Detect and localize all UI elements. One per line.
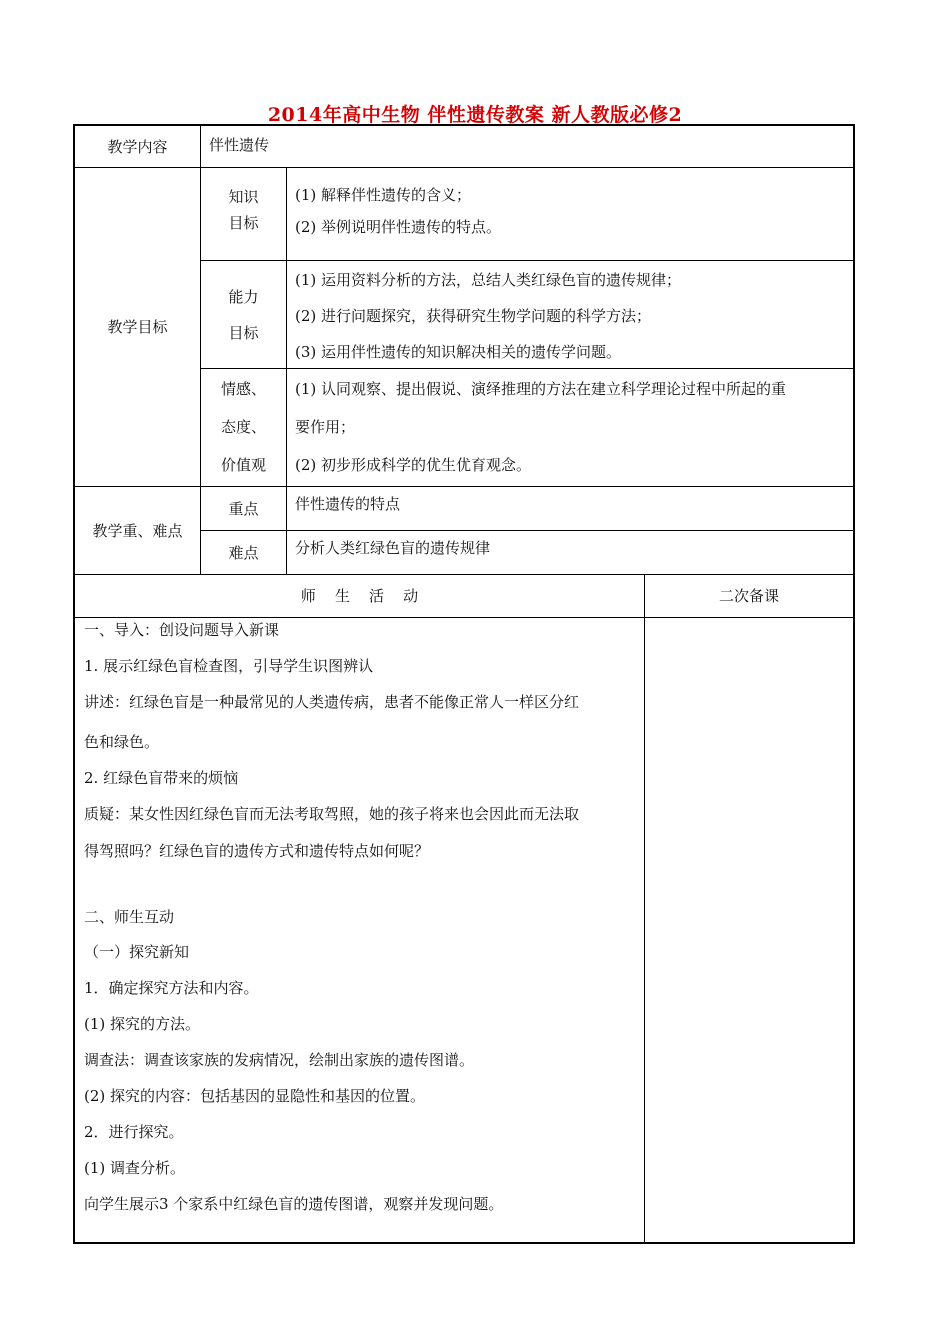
knowledge-goal-item: (1) 解释伴性遗传的含义； bbox=[295, 186, 472, 204]
activity-line: (2) 探究的内容：包括基因的显隐性和基因的位置。 bbox=[84, 1087, 426, 1105]
teaching-content-value: 伴性遗传 bbox=[209, 136, 270, 154]
activity-line: 2. 红绿色盲带来的烦恼 bbox=[84, 769, 239, 787]
document-title: 2014年高中生物 伴性遗传教案 新人教版必修2 bbox=[267, 104, 683, 126]
ability-goal-label-line: 目标 bbox=[228, 324, 259, 342]
activity-line: 得驾照吗？红绿色盲的遗传方式和遗传特点如何呢？ bbox=[84, 842, 430, 860]
emotion-goal-item: 要作用； bbox=[295, 418, 356, 436]
activity-line: 讲述：红绿色盲是一种最常见的人类遗传病，患者不能像正常人一样区分红 bbox=[84, 693, 580, 711]
column-divider bbox=[644, 574, 645, 1242]
lesson-plan-table bbox=[73, 124, 855, 1244]
activity-line: 1．确定探究方法和内容。 bbox=[84, 979, 259, 997]
activity-line: 质疑：某女性因红绿色盲而无法考取驾照，她的孩子将来也会因此而无法取 bbox=[84, 805, 580, 823]
ability-goal-item: (1) 运用资料分析的方法，总结人类红绿色盲的遗传规律； bbox=[295, 271, 682, 289]
difficulty-value: 分析人类红绿色盲的遗传规律 bbox=[295, 539, 491, 557]
notes-header: 二次备课 bbox=[718, 587, 779, 605]
knowledge-goal-label-line: 知识 bbox=[228, 188, 259, 206]
emotion-goal-label-line: 价值观 bbox=[220, 456, 266, 474]
activity-line: 二、师生互动 bbox=[84, 908, 175, 926]
activity-line: (1) 探究的方法。 bbox=[84, 1015, 201, 1033]
activity-line: 1. 展示红绿色盲检查图，引导学生识图辨认 bbox=[84, 657, 374, 675]
ability-goal-label-line: 能力 bbox=[228, 288, 259, 306]
emotion-goal-label-line: 情感、 bbox=[220, 380, 266, 398]
ability-goal-items bbox=[295, 262, 681, 370]
ability-goal-label bbox=[201, 279, 286, 351]
emotion-goal-label-line: 态度、 bbox=[220, 418, 266, 436]
key-point-value: 伴性遗传的特点 bbox=[295, 495, 401, 513]
emotion-goal-items bbox=[295, 370, 786, 484]
emotion-goal-item: (2) 初步形成科学的优生优育观念。 bbox=[295, 456, 532, 474]
row-divider bbox=[75, 617, 853, 618]
activity-line: 调查法：调查该家族的发病情况，绘制出家族的遗传图谱。 bbox=[84, 1051, 475, 1069]
goals-label: 教学目标 bbox=[107, 318, 168, 336]
key-point-label: 重点 bbox=[228, 499, 259, 518]
knowledge-goal-items bbox=[295, 179, 501, 243]
activity-line: 色和绿色。 bbox=[84, 733, 160, 751]
column-divider bbox=[286, 167, 287, 574]
emotion-goal-label bbox=[201, 370, 286, 484]
activity-line: 一、导入：创设问题导入新课 bbox=[84, 621, 280, 639]
row-divider bbox=[200, 260, 853, 261]
knowledge-goal-label-line: 目标 bbox=[228, 214, 259, 232]
difficulty-label: 难点 bbox=[228, 543, 259, 562]
emotion-goal-item: (1) 认同观察、提出假说、演绎推理的方法在建立科学理论过程中所起的重 bbox=[295, 380, 787, 398]
key-points-label: 教学重、难点 bbox=[92, 521, 183, 540]
ability-goal-item: (3) 运用伴性遗传的知识解决相关的遗传学问题。 bbox=[295, 343, 622, 361]
knowledge-goal-label bbox=[201, 184, 286, 236]
teaching-content-label: 教学内容 bbox=[107, 138, 168, 156]
knowledge-goal-item: (2) 举例说明伴性遗传的特点。 bbox=[295, 218, 502, 236]
activity-line: (1) 调查分析。 bbox=[84, 1159, 186, 1177]
activity-header: 师 生 活 动 bbox=[300, 587, 419, 605]
ability-goal-item: (2) 进行问题探究，获得研究生物学问题的科学方法； bbox=[295, 307, 652, 325]
activity-line: 2．进行探究。 bbox=[84, 1123, 184, 1141]
activity-line: 向学生展示3 个家系中红绿色盲的遗传图谱，观察并发现问题。 bbox=[84, 1195, 504, 1213]
activity-line: （一）探究新知 bbox=[84, 943, 190, 961]
row-divider bbox=[200, 530, 853, 531]
